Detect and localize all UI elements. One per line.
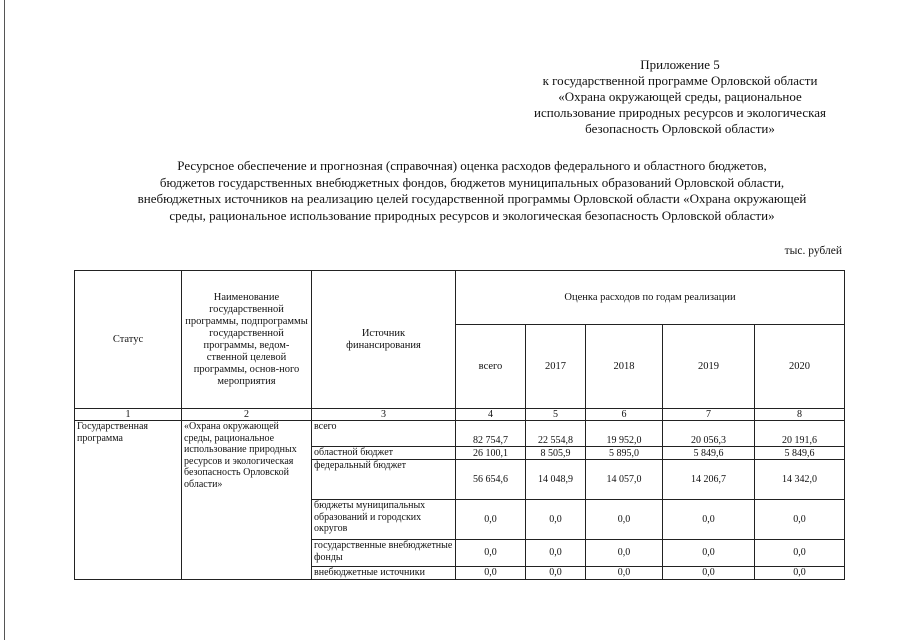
value-cell: 0,0 <box>456 567 526 580</box>
financing-table <box>74 270 845 580</box>
title-line: среды, рациональное использование природных ресурсов и экологическая безопасность Орловской области» <box>169 207 775 223</box>
column-number: 3 <box>312 409 456 421</box>
appendix-line: «Охрана окружающей среды, рациональное <box>558 89 802 104</box>
value-cell: 0,0 <box>755 567 845 580</box>
value-cell: 0,0 <box>755 540 845 567</box>
document-title <box>40 158 904 224</box>
value-cell: 14 342,0 <box>755 460 845 500</box>
program-cell: «Охрана окружающей среды, рациональное использование природных ресурсов и экологическая безопасность Орловской области» <box>182 421 312 580</box>
value-cell: 0,0 <box>586 540 663 567</box>
title-line: Ресурсное обеспечение и прогнозная (справочная) оценка расходов федерального и областного бюджетов, <box>177 158 767 173</box>
column-number: 8 <box>755 409 845 421</box>
appendix-header <box>480 57 880 137</box>
value-cell: 22 554,8 <box>526 421 586 447</box>
appendix-line: использование природных ресурсов и экологическая <box>534 105 826 120</box>
source-cell: федеральный бюджет <box>312 460 456 500</box>
appendix-line: безопасность Орловской области» <box>585 121 775 136</box>
appendix-line: Приложение 5 <box>640 57 720 72</box>
page-edge-line <box>4 0 5 640</box>
value-cell: 20 191,6 <box>755 421 845 447</box>
value-cell: 8 505,9 <box>526 447 586 460</box>
value-cell: 5 849,6 <box>663 447 755 460</box>
value-cell: 0,0 <box>456 500 526 540</box>
header-status: Статус <box>75 271 182 409</box>
value-cell: 26 100,1 <box>456 447 526 460</box>
value-cell: 0,0 <box>586 567 663 580</box>
source-cell: внебюджетные источники <box>312 567 456 580</box>
value-cell: 0,0 <box>663 567 755 580</box>
value-cell: 0,0 <box>456 540 526 567</box>
source-cell: государственные внебюджетные фонды <box>312 540 456 567</box>
value-cell: 5 849,6 <box>755 447 845 460</box>
value-cell: 5 895,0 <box>586 447 663 460</box>
value-cell: 0,0 <box>526 567 586 580</box>
value-cell: 0,0 <box>526 500 586 540</box>
status-cell: Государственная программа <box>75 421 182 580</box>
column-number: 4 <box>456 409 526 421</box>
header-year-2019: 2019 <box>663 325 755 409</box>
header-estimate: Оценка расходов по годам реализации <box>456 271 845 325</box>
value-cell: 0,0 <box>755 500 845 540</box>
value-cell: 14 057,0 <box>586 460 663 500</box>
header-program-name: Наименование государственной программы, подпрограммы государственной программы, ведом-ственной целевой программы, основ-ного мероприятия <box>182 271 312 409</box>
header-source: Источник финансирования <box>312 271 456 409</box>
table-row <box>75 421 845 447</box>
source-cell: областной бюджет <box>312 447 456 460</box>
appendix-line: к государственной программе Орловской области <box>542 73 818 88</box>
column-number: 5 <box>526 409 586 421</box>
value-cell: 0,0 <box>526 540 586 567</box>
title-line: внебюджетных источников на реализацию целей государственной программы Орловской области «Охрана окружающей <box>137 191 807 206</box>
value-cell: 14 206,7 <box>663 460 755 500</box>
header-year-2017: 2017 <box>526 325 586 409</box>
header-year-total: всего <box>456 325 526 409</box>
value-cell: 14 048,9 <box>526 460 586 500</box>
value-cell: 0,0 <box>586 500 663 540</box>
header-year-2020: 2020 <box>755 325 845 409</box>
value-cell: 82 754,7 <box>456 421 526 447</box>
source-cell: бюджеты муниципальных образований и городских округов <box>312 500 456 540</box>
value-cell: 0,0 <box>663 500 755 540</box>
column-number: 2 <box>182 409 312 421</box>
value-cell: 56 654,6 <box>456 460 526 500</box>
value-cell: 19 952,0 <box>586 421 663 447</box>
column-number: 6 <box>586 409 663 421</box>
column-number: 1 <box>75 409 182 421</box>
source-cell: всего <box>312 421 456 447</box>
title-line: бюджетов государственных внебюджетных фондов, бюджетов муниципальных образований Орловской области, <box>159 174 785 190</box>
units-label: тыс. рублей <box>784 245 842 257</box>
value-cell: 20 056,3 <box>663 421 755 447</box>
value-cell: 0,0 <box>663 540 755 567</box>
header-year-2018: 2018 <box>586 325 663 409</box>
column-number: 7 <box>663 409 755 421</box>
